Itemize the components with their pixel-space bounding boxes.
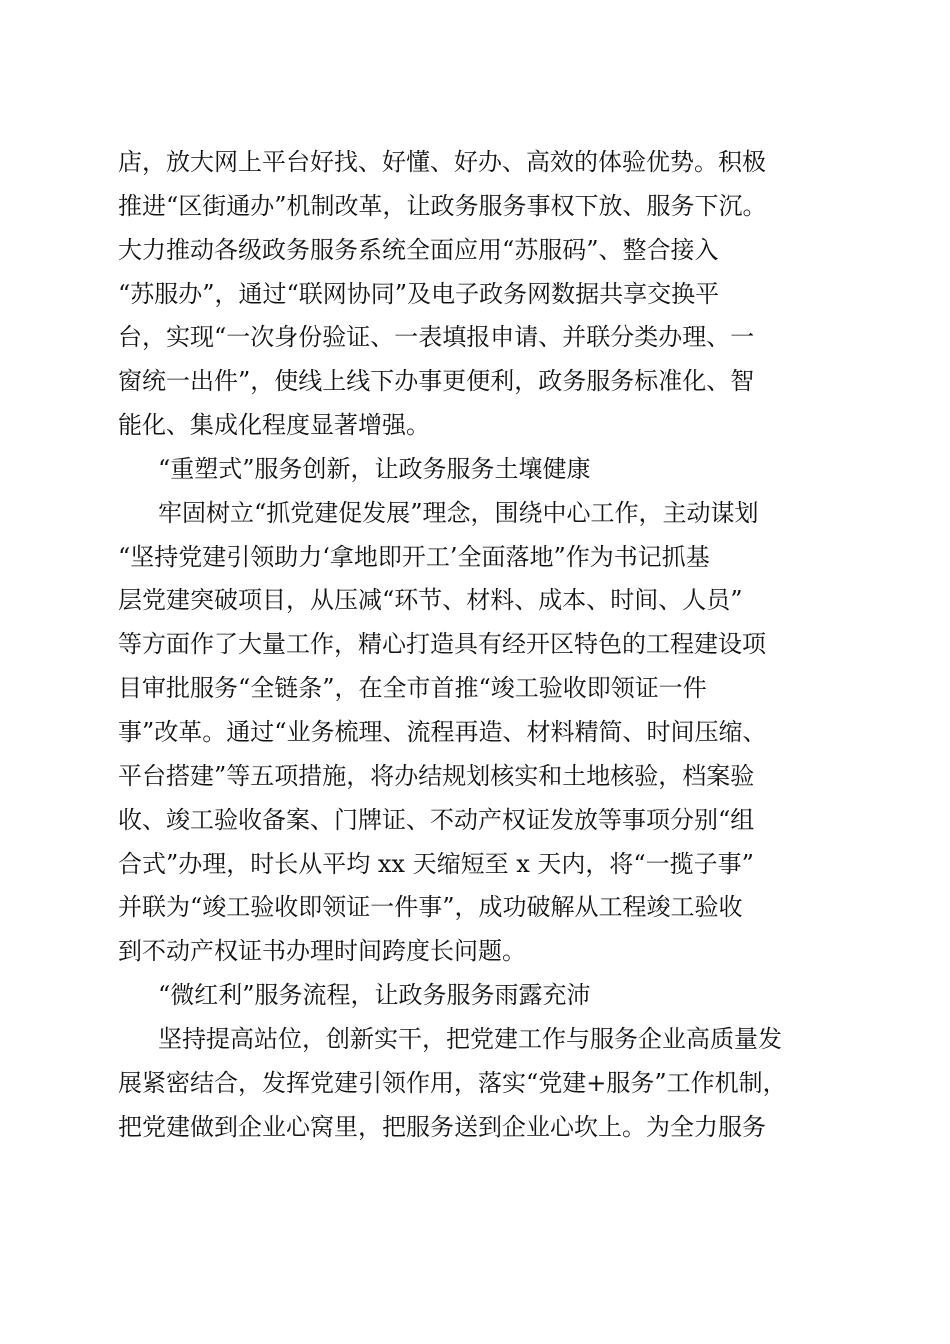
text-line: 把党建做到企业心窝里，把服务送到企业心坎上。为全力服务 <box>118 1112 766 1141</box>
text-line: 平台搭建”等五项措施，将办结规划核实和土地核验，档案验 <box>118 761 755 790</box>
text-line: 窗统一出件”，使线上线下办事更便利，政务服务标准化、智 <box>118 367 755 396</box>
text-line: 牢固树立“抓党建促发展”理念，围绕中心工作，主动谋划 <box>158 498 759 527</box>
text-line: 事”改革。通过“业务梳理、流程再造、材料精简、时间压缩、 <box>118 717 767 746</box>
text-line: 收、竣工验收备案、门牌证、不动产权证发放等事项分别“组 <box>118 805 755 834</box>
text-line: 目审批服务“全链条”，在全市首推“竣工验收即领证一件 <box>118 674 707 703</box>
text-line: 等方面作了大量工作，精心打造具有经开区特色的工程建设项 <box>118 630 766 659</box>
text-line: “苏服办”，通过“联网协同”及电子政务网数据共享交换平 <box>118 279 720 308</box>
text-line: 到不动产权证书办理时间跨度长问题。 <box>118 937 526 966</box>
text-line: 台，实现“一次身份验证、一表填报申请、并联分类办理、一 <box>118 323 755 352</box>
text-line: 并联为“竣工验收即领证一件事”，成功破解从工程竣工验收 <box>118 893 743 922</box>
text-line: 推进“区街通办”机制改革，让政务服务事权下放、服务下沉。 <box>118 191 767 220</box>
text-line: 能化、集成化程度显著增强。 <box>118 411 430 440</box>
text-line: 坚持提高站位，创新实干，把党建工作与服务企业高质量发 <box>158 1024 782 1053</box>
text-line: 层党建突破项目，从压减“环节、材料、成本、时间、人员” <box>118 586 743 615</box>
text-line: 大力推动各级政务服务系统全面应用“苏服码”、整合接入 <box>118 235 719 264</box>
document-body <box>118 141 834 1149</box>
section-heading: “重塑式”服务创新，让政务服务土壤健康 <box>158 454 591 483</box>
text-line: “坚持党建引领助力‘拿地即开工’全面落地”作为书记抓基 <box>118 542 710 571</box>
text-line: 展紧密结合，发挥党建引领作用，落实“党建+服务”工作机制， <box>118 1068 787 1097</box>
section-heading: “微红利”服务流程，让政务服务雨露充沛 <box>158 981 591 1010</box>
text-line: 店，放大网上平台好找、好懂、好办、高效的体验优势。积极 <box>118 148 766 176</box>
text-line: 合式”办理，时长从平均 xx 天缩短至 x 天内，将“一揽子事” <box>118 849 754 878</box>
